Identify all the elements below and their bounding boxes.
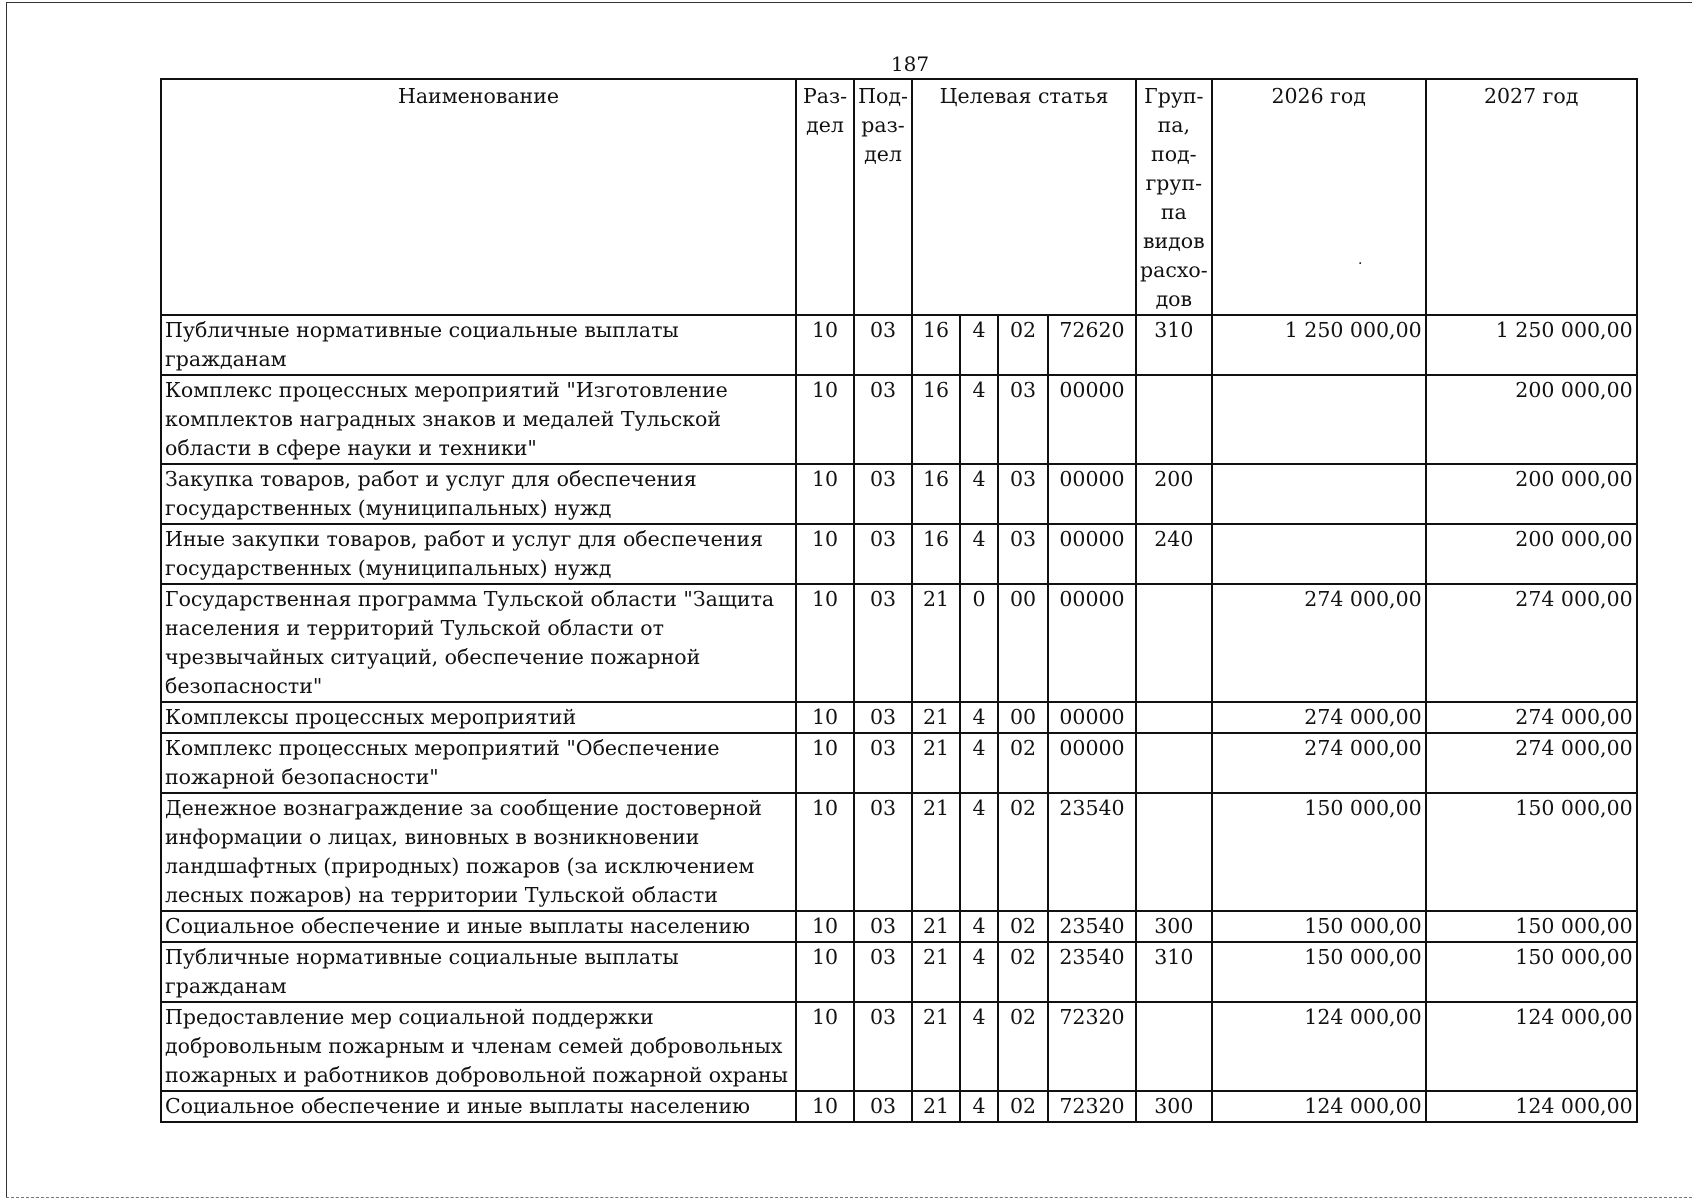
row-amount-2027: 150 000,00 bbox=[1426, 793, 1637, 911]
row-section: 10 bbox=[796, 733, 854, 793]
row-target-structure: 02 bbox=[998, 942, 1048, 1002]
row-amount-2027: 274 000,00 bbox=[1426, 702, 1637, 733]
row-expense-group bbox=[1136, 702, 1212, 733]
row-section: 10 bbox=[796, 793, 854, 911]
row-target-direction: 23540 bbox=[1048, 793, 1136, 911]
row-expense-group: 310 bbox=[1136, 942, 1212, 1002]
row-target-direction: 00000 bbox=[1048, 375, 1136, 464]
row-amount-2026 bbox=[1212, 375, 1426, 464]
row-target-direction: 72620 bbox=[1048, 315, 1136, 375]
row-amount-2026 bbox=[1212, 464, 1426, 524]
row-amount-2026: 124 000,00 bbox=[1212, 1091, 1426, 1122]
header-subsection: Под- раз- дел bbox=[854, 79, 912, 315]
table-row bbox=[161, 524, 1637, 584]
header-section: Раз- дел bbox=[796, 79, 854, 315]
row-subsection: 03 bbox=[854, 702, 912, 733]
row-target-structure: 02 bbox=[998, 1091, 1048, 1122]
row-amount-2027: 274 000,00 bbox=[1426, 584, 1637, 702]
row-target-direction: 00000 bbox=[1048, 524, 1136, 584]
row-subsection: 03 bbox=[854, 733, 912, 793]
row-target-program: 21 bbox=[912, 1091, 960, 1122]
row-amount-2027: 150 000,00 bbox=[1426, 942, 1637, 1002]
row-target-structure: 02 bbox=[998, 1002, 1048, 1091]
scan-border-top bbox=[6, 2, 1692, 3]
row-subsection: 03 bbox=[854, 315, 912, 375]
row-target-structure: 00 bbox=[998, 702, 1048, 733]
header-year-2027: 2027 год bbox=[1426, 79, 1637, 315]
row-subsection: 03 bbox=[854, 1002, 912, 1091]
row-target-direction: 23540 bbox=[1048, 942, 1136, 1002]
row-target-type: 4 bbox=[960, 702, 998, 733]
row-target-type: 4 bbox=[960, 911, 998, 942]
table-row bbox=[161, 733, 1637, 793]
row-subsection: 03 bbox=[854, 942, 912, 1002]
row-amount-2027: 124 000,00 bbox=[1426, 1002, 1637, 1091]
page-number: 187 bbox=[890, 52, 930, 76]
row-amount-2027: 274 000,00 bbox=[1426, 733, 1637, 793]
row-target-direction: 72320 bbox=[1048, 1091, 1136, 1122]
row-section: 10 bbox=[796, 942, 854, 1002]
row-expense-group bbox=[1136, 375, 1212, 464]
table-row bbox=[161, 584, 1637, 702]
row-expense-group bbox=[1136, 1002, 1212, 1091]
table-row bbox=[161, 702, 1637, 733]
table-row bbox=[161, 1002, 1637, 1091]
row-target-direction: 72320 bbox=[1048, 1002, 1136, 1091]
row-subsection: 03 bbox=[854, 524, 912, 584]
row-subsection: 03 bbox=[854, 464, 912, 524]
row-target-direction: 23540 bbox=[1048, 911, 1136, 942]
header-name: Наименование bbox=[161, 79, 796, 315]
row-target-program: 21 bbox=[912, 584, 960, 702]
row-expense-group bbox=[1136, 733, 1212, 793]
row-name: Денежное вознаграждение за сообщение достоверной информации о лицах, виновных в возникновении ландшафтных (природных) пожаров (за исключением лесных пожаров) на территории Тульской области bbox=[161, 793, 796, 911]
row-amount-2027: 200 000,00 bbox=[1426, 464, 1637, 524]
row-amount-2026: 274 000,00 bbox=[1212, 584, 1426, 702]
row-name: Комплекс процессных мероприятий "Изготовление комплектов наградных знаков и медалей Тульской области в сфере науки и техники" bbox=[161, 375, 796, 464]
table-row bbox=[161, 942, 1637, 1002]
row-target-type: 0 bbox=[960, 584, 998, 702]
row-amount-2027: 150 000,00 bbox=[1426, 911, 1637, 942]
row-target-program: 21 bbox=[912, 793, 960, 911]
row-section: 10 bbox=[796, 1002, 854, 1091]
row-target-type: 4 bbox=[960, 733, 998, 793]
scan-speck: · bbox=[1358, 256, 1363, 272]
row-name: Иные закупки товаров, работ и услуг для обеспечения государственных (муниципальных) нужд bbox=[161, 524, 796, 584]
row-name: Социальное обеспечение и иные выплаты населению bbox=[161, 1091, 796, 1122]
row-target-type: 4 bbox=[960, 315, 998, 375]
table-row bbox=[161, 315, 1637, 375]
row-section: 10 bbox=[796, 524, 854, 584]
row-target-type: 4 bbox=[960, 942, 998, 1002]
row-amount-2026: 150 000,00 bbox=[1212, 911, 1426, 942]
row-amount-2026 bbox=[1212, 524, 1426, 584]
row-target-structure: 02 bbox=[998, 315, 1048, 375]
row-target-program: 21 bbox=[912, 702, 960, 733]
row-name: Закупка товаров, работ и услуг для обеспечения государственных (муниципальных) нужд bbox=[161, 464, 796, 524]
header-target-article: Целевая статья bbox=[912, 79, 1136, 315]
row-target-structure: 02 bbox=[998, 911, 1048, 942]
row-target-program: 21 bbox=[912, 1002, 960, 1091]
scan-border-bottom bbox=[6, 1197, 1692, 1198]
budget-table bbox=[160, 78, 1638, 1123]
row-expense-group: 240 bbox=[1136, 524, 1212, 584]
row-target-program: 21 bbox=[912, 942, 960, 1002]
row-expense-group: 200 bbox=[1136, 464, 1212, 524]
row-subsection: 03 bbox=[854, 793, 912, 911]
table-body bbox=[161, 315, 1637, 1122]
row-target-type: 4 bbox=[960, 375, 998, 464]
row-amount-2027: 200 000,00 bbox=[1426, 375, 1637, 464]
row-section: 10 bbox=[796, 464, 854, 524]
row-amount-2026: 1 250 000,00 bbox=[1212, 315, 1426, 375]
row-section: 10 bbox=[796, 584, 854, 702]
row-target-type: 4 bbox=[960, 524, 998, 584]
header-expense-group: Груп- па, под- груп- па видов расхо- дов bbox=[1136, 79, 1212, 315]
row-target-structure: 02 bbox=[998, 793, 1048, 911]
scan-border-left bbox=[6, 2, 7, 1198]
row-target-structure: 03 bbox=[998, 375, 1048, 464]
row-name: Государственная программа Тульской области "Защита населения и территорий Тульской области от чрезвычайных ситуаций, обеспечение пожарной безопасности" bbox=[161, 584, 796, 702]
row-amount-2027: 200 000,00 bbox=[1426, 524, 1637, 584]
row-amount-2027: 1 250 000,00 bbox=[1426, 315, 1637, 375]
table-row bbox=[161, 375, 1637, 464]
row-target-structure: 03 bbox=[998, 524, 1048, 584]
row-target-program: 21 bbox=[912, 911, 960, 942]
row-expense-group: 300 bbox=[1136, 911, 1212, 942]
row-target-type: 4 bbox=[960, 1002, 998, 1091]
row-target-type: 4 bbox=[960, 464, 998, 524]
row-target-direction: 00000 bbox=[1048, 584, 1136, 702]
row-expense-group bbox=[1136, 793, 1212, 911]
row-expense-group bbox=[1136, 584, 1212, 702]
row-target-structure: 02 bbox=[998, 733, 1048, 793]
row-target-program: 16 bbox=[912, 524, 960, 584]
table-row bbox=[161, 1091, 1637, 1122]
row-name: Социальное обеспечение и иные выплаты населению bbox=[161, 911, 796, 942]
row-name: Публичные нормативные социальные выплаты гражданам bbox=[161, 315, 796, 375]
row-target-direction: 00000 bbox=[1048, 733, 1136, 793]
row-amount-2026: 124 000,00 bbox=[1212, 1002, 1426, 1091]
row-section: 10 bbox=[796, 375, 854, 464]
row-expense-group: 300 bbox=[1136, 1091, 1212, 1122]
row-target-program: 16 bbox=[912, 464, 960, 524]
row-name: Комплексы процессных мероприятий bbox=[161, 702, 796, 733]
header-year-2026: 2026 год bbox=[1212, 79, 1426, 315]
row-target-structure: 03 bbox=[998, 464, 1048, 524]
row-expense-group: 310 bbox=[1136, 315, 1212, 375]
row-amount-2027: 124 000,00 bbox=[1426, 1091, 1637, 1122]
table-row bbox=[161, 464, 1637, 524]
row-target-program: 16 bbox=[912, 375, 960, 464]
row-amount-2026: 274 000,00 bbox=[1212, 733, 1426, 793]
row-amount-2026: 274 000,00 bbox=[1212, 702, 1426, 733]
row-target-direction: 00000 bbox=[1048, 702, 1136, 733]
row-subsection: 03 bbox=[854, 584, 912, 702]
row-target-program: 16 bbox=[912, 315, 960, 375]
row-amount-2026: 150 000,00 bbox=[1212, 942, 1426, 1002]
row-target-structure: 00 bbox=[998, 584, 1048, 702]
row-name: Комплекс процессных мероприятий "Обеспечение пожарной безопасности" bbox=[161, 733, 796, 793]
row-section: 10 bbox=[796, 315, 854, 375]
table-header-row bbox=[161, 79, 1637, 315]
row-target-type: 4 bbox=[960, 1091, 998, 1122]
row-amount-2026: 150 000,00 bbox=[1212, 793, 1426, 911]
row-subsection: 03 bbox=[854, 1091, 912, 1122]
row-subsection: 03 bbox=[854, 911, 912, 942]
row-target-direction: 00000 bbox=[1048, 464, 1136, 524]
row-section: 10 bbox=[796, 702, 854, 733]
table-row bbox=[161, 793, 1637, 911]
row-target-program: 21 bbox=[912, 733, 960, 793]
row-subsection: 03 bbox=[854, 375, 912, 464]
table-row bbox=[161, 911, 1637, 942]
row-section: 10 bbox=[796, 1091, 854, 1122]
row-name: Предоставление мер социальной поддержки добровольным пожарным и членам семей добровольных пожарных и работников добровольной пожарной охраны bbox=[161, 1002, 796, 1091]
row-target-type: 4 bbox=[960, 793, 998, 911]
row-name: Публичные нормативные социальные выплаты гражданам bbox=[161, 942, 796, 1002]
row-section: 10 bbox=[796, 911, 854, 942]
